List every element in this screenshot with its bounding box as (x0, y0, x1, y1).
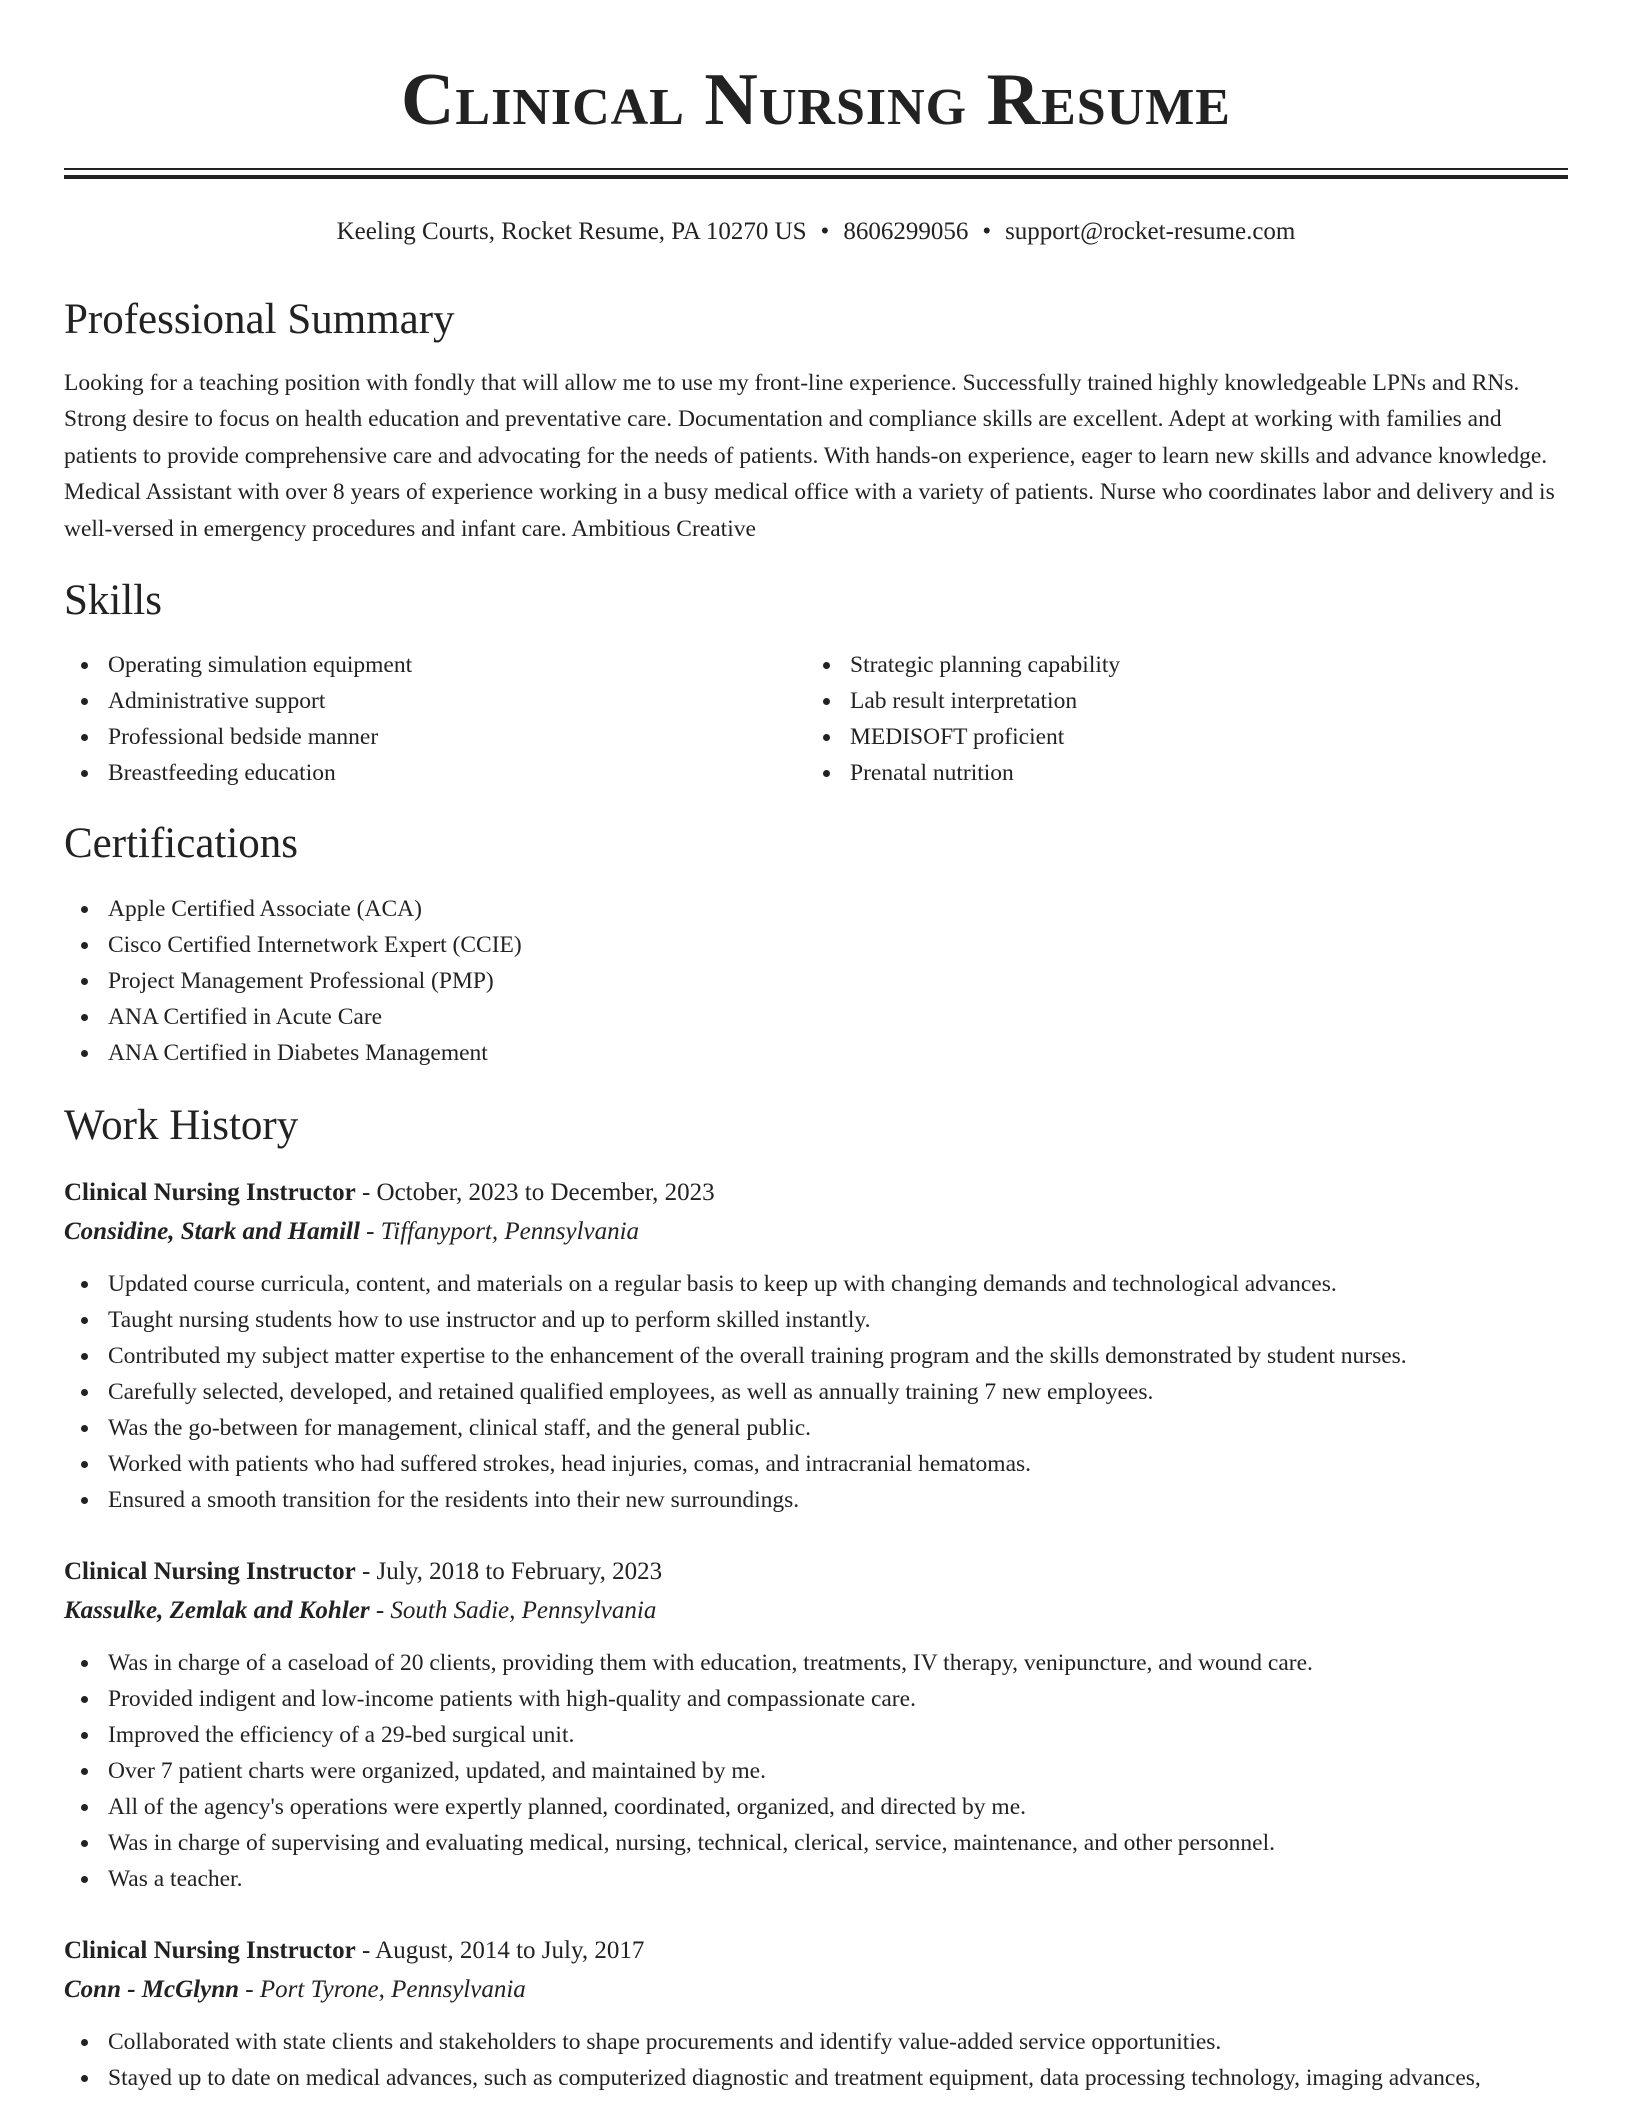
job-duty: Improved the efficiency of a 29-bed surgical unit. (64, 1717, 1568, 1753)
work-history-heading: Work History (64, 1102, 299, 1149)
job-title: Clinical Nursing Instructor (64, 1558, 356, 1585)
skill-item: Prenatal nutrition (806, 755, 1566, 791)
certification-item: Apple Certified Associate (ACA) (64, 891, 1568, 927)
skill-item: Strategic planning capability (806, 647, 1566, 683)
certifications-list (64, 891, 1568, 1071)
employer-name: Considine, Stark and Hamill (64, 1218, 360, 1245)
job-duty: Contributed my subject matter expertise to the enhancement of the overall training program and the skills demonstrated by student nurses. (64, 1338, 1568, 1374)
certifications-heading: Certifications (64, 820, 299, 867)
contact-separator: • (982, 218, 992, 245)
certification-item: ANA Certified in Acute Care (64, 999, 1568, 1035)
job-duty: Ensured a smooth transition for the residents into their new surroundings. (64, 1482, 1568, 1518)
summary-heading: Professional Summary (64, 296, 455, 343)
skill-item: MEDISOFT proficient (806, 719, 1566, 755)
skills-list-left (64, 647, 804, 791)
title-rule-bottom (64, 175, 1568, 179)
job-dates: - July, 2018 to February, 2023 (355, 1558, 663, 1585)
contact-phone: 8606299056 (843, 218, 969, 245)
job-duty: Taught nursing students how to use instructor and up to perform skilled instantly. (64, 1302, 1568, 1338)
contact-line (64, 214, 1568, 250)
employer-name: Conn - McGlynn (64, 1976, 240, 2003)
skill-item: Breastfeeding education (64, 755, 804, 791)
skill-item: Professional bedside manner (64, 719, 804, 755)
contact-separator: • (820, 218, 830, 245)
skill-item: Lab result interpretation (806, 683, 1566, 719)
job-duties-list (64, 1645, 1568, 1897)
job-title: Clinical Nursing Instructor (64, 1937, 356, 1964)
job-duty: Provided indigent and low-income patients with high-quality and compassionate care. (64, 1681, 1568, 1717)
certification-item: Project Management Professional (PMP) (64, 963, 1568, 999)
employer-location: - Port Tyrone, Pennsylvania (239, 1976, 526, 2003)
resume-title: Clinical Nursing Resume (400, 59, 1231, 141)
job-title: Clinical Nursing Instructor (64, 1179, 356, 1206)
job-duty: Over 7 patient charts were organized, updated, and maintained by me. (64, 1753, 1568, 1789)
skills-heading: Skills (64, 577, 162, 624)
certification-item: ANA Certified in Diabetes Management (64, 1035, 1568, 1071)
job-duty: Collaborated with state clients and stakeholders to shape procurements and identify value-added service opportunities. (64, 2024, 1568, 2060)
job-duty: Was a teacher. (64, 1861, 1568, 1897)
job-duties-list (64, 1266, 1568, 1518)
employer-line (64, 1592, 656, 1630)
job-duty: Was the go-between for management, clinical staff, and the general public. (64, 1410, 1568, 1446)
job-duty: Worked with patients who had suffered strokes, head injuries, comas, and intracranial hematomas. (64, 1446, 1568, 1482)
contact-email[interactable]: support@rocket-resume.com (1005, 218, 1296, 245)
employer-line (64, 1971, 526, 2009)
job-duty: Stayed up to date on medical advances, such as computerized diagnostic and treatment equipment, data processing technology, imaging advances, (64, 2060, 1568, 2096)
employer-name: Kassulke, Zemlak and Kohler (64, 1597, 370, 1624)
skill-item: Administrative support (64, 683, 804, 719)
job-dates: - August, 2014 to July, 2017 (355, 1937, 645, 1964)
skill-item: Operating simulation equipment (64, 647, 804, 683)
job-duties-list (64, 2024, 1568, 2096)
employer-location: - South Sadie, Pennsylvania (369, 1597, 657, 1624)
job-title-line (64, 1553, 662, 1591)
job-title-line (64, 1932, 644, 1970)
employer-location: - Tiffanyport, Pennsylvania (359, 1218, 640, 1245)
summary-text: Looking for a teaching position with fondly that will allow me to use my front-line experience. Successfully trained highly knowledgeable LPNs and RNs. Strong desire to focus on health education and preventative care. Documentation and compliance skills are excellent. Adept at working with families and patients to provide comprehensive care and advocating for the needs of patients. With hands-on experience, eager to learn new skills and advance knowledge. Medical Assistant with over 8 years of experience working in a busy medical office with a variety of patients. Nurse who coordinates labor and delivery and is well-versed in emergency procedures and infant care. Ambitious Creative (64, 370, 1555, 542)
job-duty: All of the agency's operations were expertly planned, coordinated, organized, and directed by me. (64, 1789, 1568, 1825)
contact-address: Keeling Courts, Rocket Resume, PA 10270 US (336, 218, 807, 245)
job-dates: - October, 2023 to December, 2023 (355, 1179, 715, 1206)
job-title-line (64, 1174, 715, 1212)
title-rule-top (64, 168, 1568, 170)
job-duty: Carefully selected, developed, and retained qualified employees, as well as annually training 7 new employees. (64, 1374, 1568, 1410)
employer-line (64, 1213, 639, 1251)
job-duty: Was in charge of a caseload of 20 clients, providing them with education, treatments, IV therapy, venipuncture, and wound care. (64, 1645, 1568, 1681)
job-duty: Updated course curricula, content, and materials on a regular basis to keep up with changing demands and technological advances. (64, 1266, 1568, 1302)
skills-list-right (806, 647, 1566, 791)
certification-item: Cisco Certified Internetwork Expert (CCIE) (64, 927, 1568, 963)
job-duty: Was in charge of supervising and evaluating medical, nursing, technical, clerical, service, maintenance, and other personnel. (64, 1825, 1568, 1861)
